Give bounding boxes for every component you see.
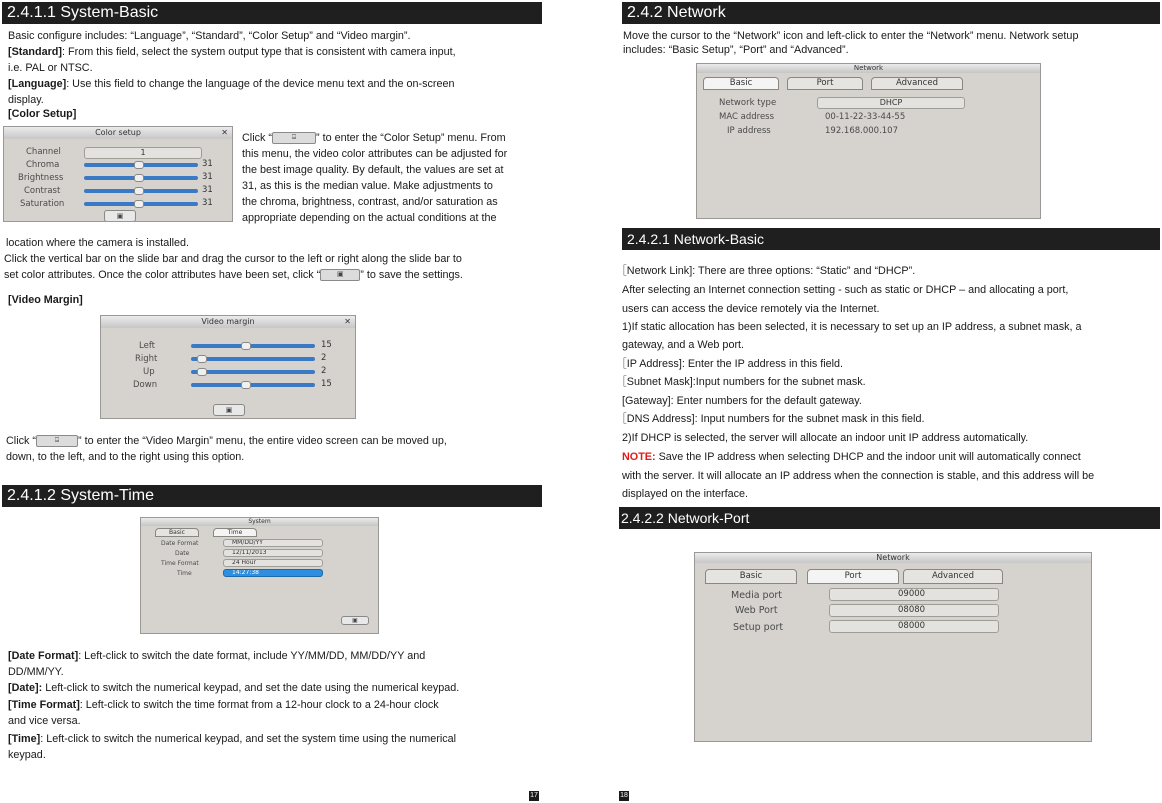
left-margin-slider[interactable] — [191, 344, 315, 348]
time-format-text: : Left-click to switch the time format from a 12-hour clock to a 24-hour clock — [79, 699, 439, 711]
system-time-screenshot — [140, 517, 379, 634]
color-setup-window-title: Color setup ✕ — [4, 127, 232, 139]
mac-address-value: 00-11-22-33-44-55 — [825, 112, 906, 122]
setup-port-value: 08000 — [898, 621, 926, 631]
video-margin-screenshot — [100, 315, 356, 419]
note-label: NOTE: — [622, 451, 656, 463]
section-title: 2.4.2.1 Network-Basic — [627, 231, 764, 247]
time-line-2: keypad. — [8, 749, 46, 761]
tab-basic[interactable]: Basic — [155, 528, 199, 537]
down-margin-slider[interactable] — [191, 383, 315, 387]
date-value: 12/11/2013 — [232, 549, 267, 556]
color-setup-screenshot — [3, 126, 233, 222]
tab-port[interactable]: Port — [787, 77, 863, 90]
video-margin-button-icon: ⍈ — [36, 435, 78, 447]
date-format-value: MM/DD/YY — [232, 539, 263, 546]
network-basic-line-9: ［DNS Address]: Input numbers for the subnet mask in this field. — [616, 413, 925, 425]
close-icon: ✕ — [344, 317, 351, 326]
up-margin-slider[interactable] — [191, 370, 315, 374]
standard-label: [Standard] — [8, 46, 62, 58]
network-type-value: DHCP — [879, 98, 903, 107]
note-text: Save the IP address when selecting DHCP and the indoor unit will automatically connect — [655, 451, 1081, 463]
time-row-label: Time Format — [161, 560, 199, 567]
color-row-value: 31 — [202, 159, 213, 169]
time-input[interactable] — [223, 569, 323, 577]
time-label: [Time] — [8, 733, 41, 745]
color-row-label: Saturation — [20, 199, 65, 209]
network-basic-line-5: gateway, and a Web port. — [622, 339, 745, 351]
slider-handle[interactable] — [241, 342, 251, 350]
color-row-value: 31 — [202, 172, 213, 182]
color-row-value: 31 — [202, 185, 213, 195]
date-format-text: : Left-click to switch the date format, include YY/MM/DD, MM/DD/YY and — [78, 650, 426, 662]
color-row-label: Chroma — [26, 160, 60, 170]
page-number-left: 17 — [530, 792, 538, 799]
date-label: [Date]: — [8, 682, 43, 694]
color-setup-label — [8, 106, 76, 122]
network-row-label: IP address — [727, 126, 771, 136]
video-para-line-2: down, to the left, and to the right using this option. — [6, 451, 245, 463]
setup-port-input[interactable] — [829, 620, 999, 633]
time-line-1 — [8, 731, 456, 747]
network-basic-line-2: After selecting an Internet connection setting - such as static or DHCP – and allocating a port, — [622, 284, 1069, 296]
color-row-label: Brightness — [18, 173, 64, 183]
standard-text: : From this field, select the system output type that is consistent with camera input, — [62, 46, 456, 58]
time-row-label: Date — [175, 550, 190, 557]
port-row-label: Setup port — [733, 622, 784, 633]
channel-value: 1 — [140, 148, 146, 157]
network-row-label: MAC address — [719, 112, 775, 122]
color-setup-heading: [Color Setup] — [8, 108, 77, 120]
note-line-1 — [622, 448, 1081, 466]
date-line — [8, 680, 459, 696]
language-label: [Language] — [8, 78, 67, 90]
ip-address-value: 192.168.000.107 — [825, 126, 899, 136]
slider-handle[interactable] — [134, 161, 144, 169]
note-line-2: with the server. It will allocate an IP address when the connection is stable, and this address will be — [622, 470, 1095, 482]
color-row-label: Channel — [26, 147, 61, 157]
tab-advanced[interactable]: Advanced — [871, 77, 963, 90]
network-basic-line-1: ［Network Link]: There are three options: “Static” and “DHCP”. — [616, 265, 916, 277]
color-para-line-5: the chroma, brightness, contrast, and/or saturation as — [242, 196, 498, 208]
video-margin-window-title: Video margin ✕ — [101, 316, 355, 328]
time-format-value: 24 Hour — [232, 559, 256, 566]
color-para-line-2: this menu, the video color attributes can be adjusted for — [242, 148, 508, 160]
margin-row-label: Left — [139, 341, 155, 351]
slider-handle[interactable] — [241, 381, 251, 389]
port-row-label: Media port — [731, 590, 783, 601]
margin-row-label: Right — [135, 354, 158, 364]
time-row-label: Time — [177, 570, 192, 577]
language-text: : Use this field to change the language of the device menu text and the on-screen — [66, 78, 455, 90]
date-format-label: [Date Format] — [8, 650, 79, 662]
slider-handle[interactable] — [197, 355, 207, 363]
network-port-screenshot — [694, 552, 1092, 742]
color-para-line-8: Click the vertical bar on the slide bar and drag the cursor to the left or right along the slide bar to — [4, 253, 462, 265]
standard-line-1 — [8, 44, 456, 60]
network-text-2: includes: “Basic Setup”, “Port” and “Advanced”. — [623, 44, 849, 56]
date-text: Left-click to switch the numerical keypad, and set the date using the numerical keypad. — [42, 682, 460, 694]
standard-line-2: i.e. PAL or NTSC. — [8, 62, 93, 74]
port-row-label: Web Port — [735, 605, 778, 616]
time-row-label: Date Format — [161, 540, 199, 547]
language-line-1 — [8, 76, 455, 92]
network-window-title: Network — [697, 64, 1040, 73]
tab-basic[interactable]: Basic — [705, 569, 797, 584]
media-port-input[interactable] — [829, 588, 999, 601]
color-row-label: Contrast — [24, 186, 61, 196]
date-format-line-1 — [8, 648, 425, 664]
network-basic-line-8: [Gateway]: Enter numbers for the default gateway. — [622, 395, 862, 407]
network-basic-line-6: ［IP Address]: Enter the IP address in this field. — [616, 358, 844, 370]
network-text-1: Move the cursor to the “Network” icon and left-click to enter the “Network” menu. Network setup — [623, 30, 1079, 42]
network-window-title: Network — [695, 553, 1091, 563]
section-header-network — [622, 2, 1160, 24]
color-para-line-9: set color attributes. Once the color attributes have been set, click “ ▣ ” to save the settings. — [4, 269, 463, 281]
network-basic-line-10: 2)If DHCP is selected, the server will allocate an indoor unit IP address automatically. — [622, 432, 1029, 444]
slider-handle[interactable] — [134, 174, 144, 182]
web-port-value: 08080 — [898, 605, 926, 615]
tab-advanced[interactable]: Advanced — [903, 569, 1003, 584]
date-input[interactable] — [223, 549, 323, 557]
network-row-label: Network type — [719, 98, 777, 108]
section-header-network-port — [619, 507, 1160, 529]
tab-time[interactable]: Time — [213, 528, 257, 537]
page-number-right: 18 — [620, 792, 628, 799]
network-type-select[interactable] — [817, 97, 965, 109]
time-format-line-1 — [8, 697, 439, 713]
section-title: 2.4.1.2 System-Time — [7, 487, 155, 504]
save-button[interactable]: ▣ — [104, 210, 136, 222]
color-para-line-4: 31, as this is the median value. Make adjustments to — [242, 180, 493, 192]
color-para-line-1: Click “ ⍈ ” to enter the “Color Setup” menu. From — [242, 132, 506, 144]
margin-row-value: 15 — [321, 340, 332, 350]
channel-select[interactable] — [84, 147, 202, 159]
color-row-value: 31 — [202, 198, 213, 208]
video-para-line-1: Click “ ⍈ ” to enter the “Video Margin” menu, the entire video screen can be moved up, — [6, 435, 447, 447]
video-margin-heading: [Video Margin] — [8, 294, 83, 306]
section-title: 2.4.1.1 System-Basic — [7, 4, 159, 21]
intro-text: Basic configure includes: “Language”, “Standard”, “Color Setup” and “Video margin”. — [8, 30, 411, 42]
section-title: 2.4.2 Network — [627, 4, 726, 21]
date-format-line-2: DD/MM/YY. — [8, 666, 64, 678]
color-para-line-3: the best image quality. By default, the values are set at — [242, 164, 504, 176]
time-value: 14:27:38 — [232, 569, 259, 576]
section-title: 2.4.2.2 Network-Port — [621, 510, 750, 526]
note-line-3: displayed on the interface. — [622, 488, 749, 500]
section-header-system-basic — [2, 2, 542, 24]
tab-port[interactable]: Port — [807, 569, 899, 584]
margin-row-value: 2 — [321, 366, 327, 376]
time-format-line-2: and vice versa. — [8, 715, 81, 727]
language-line-2: display. — [8, 94, 44, 106]
margin-row-value: 15 — [321, 379, 332, 389]
network-basic-line-4: 1)If static allocation has been selected, it is necessary to set up an IP address, a subnet mask, a — [622, 321, 1082, 333]
close-icon: ✕ — [221, 128, 228, 137]
time-text: : Left-click to switch the numerical keypad, and set the system time using the numerical — [40, 733, 457, 745]
margin-row-value: 2 — [321, 353, 327, 363]
slider-handle[interactable] — [197, 368, 207, 376]
slider-handle[interactable] — [134, 187, 144, 195]
time-format-label: [Time Format] — [8, 699, 80, 711]
time-format-select[interactable] — [223, 559, 323, 567]
media-port-value: 09000 — [898, 589, 926, 599]
network-basic-screenshot — [696, 63, 1041, 219]
right-margin-slider[interactable] — [191, 357, 315, 361]
tab-basic[interactable]: Basic — [703, 77, 779, 90]
color-setup-button-icon: ⍈ — [272, 132, 316, 144]
color-para-line-6: appropriate depending on the actual conditions at the — [242, 212, 497, 224]
save-button[interactable]: ▣ — [341, 616, 369, 625]
network-basic-line-3: users can access the device remotely via the Internet. — [622, 303, 880, 315]
network-basic-line-7: ［Subnet Mask]:Input numbers for the subnet mask. — [616, 376, 866, 388]
section-header-system-time — [2, 485, 542, 507]
date-format-select[interactable] — [223, 539, 323, 547]
system-window-title: System — [141, 518, 378, 526]
save-button-icon: ▣ — [320, 269, 360, 281]
section-header-network-basic — [622, 228, 1160, 250]
margin-row-label: Up — [143, 367, 155, 377]
color-para-line-7: location where the camera is installed. — [6, 237, 190, 249]
margin-row-label: Down — [133, 380, 158, 390]
video-margin-label — [8, 292, 83, 308]
slider-handle[interactable] — [134, 200, 144, 208]
web-port-input[interactable] — [829, 604, 999, 617]
save-button[interactable]: ▣ — [213, 404, 245, 416]
